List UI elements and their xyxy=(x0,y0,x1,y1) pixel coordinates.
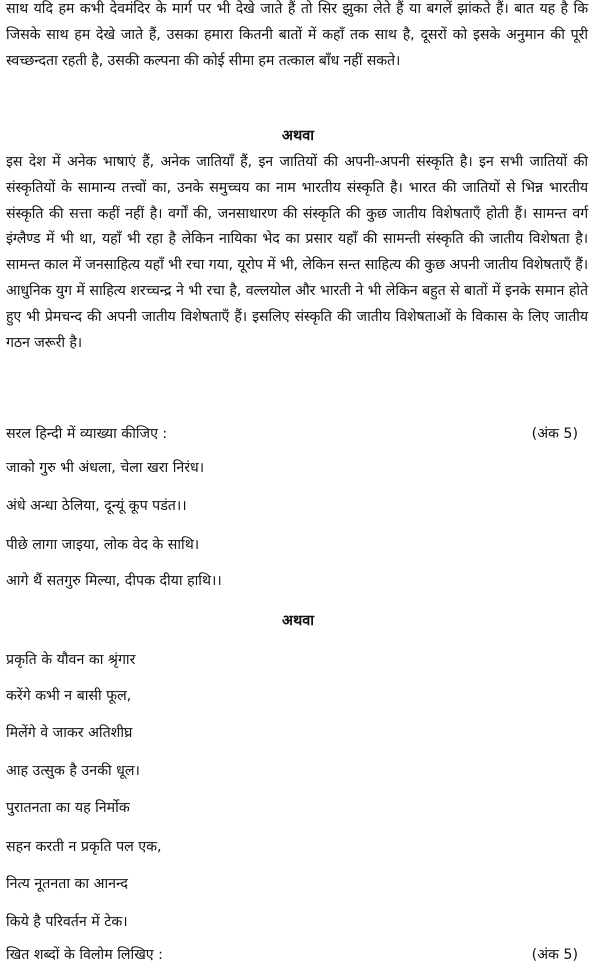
passage-paragraph-2: इस देश में अनेक भाषाएं हैं, अनेक जातियाँ हैं, इन जातियों की अपनी-अपनी संस्कृति है। इन सभी जातियों की संस्कृतियों के सामान्य तत्त्वों का, उनके समुच्चय का नाम भारतीय संस्कृति है। भारत की जातियों से भिन्न भारतीय संस्कृति की सत्ता कहीं नहीं है। वर्गों की, जनसाधारण की संस्कृति की कुछ जातीय विशेषताएँ होती हैं। सामन्त वर्ग इंग्लैण्ड में भी था, यहाँ भी रहा है लेकिन नायिका भेद का प्रसार यहाँ की सामन्ती संस्कृति की जातीय विशेषता है। सामन्त काल में जनसाहित्य यहाँ भी रचा गया, यूरोप में भी, लेकिन सन्त साहित्य की कुछ अपनी जातीय विशेषताएँ हैं। आधुनिक युग में साहित्य शरच्चन्द्र ने भी रचा है, वल्लयोल और भारती ने भी लेकिन बहुत से बातों में इनके समान होते हुए भी प्रेमचन्द की अपनी जातीय विशेषताएँ हैं। इसलिए संस्कृति की जातीय विशेषताओं के विकास के लिए जातीय गठन जरूरी है। xyxy=(6,154,588,351)
verse-line-2: अंधे अन्धा ठेलिया, दून्यूं कूप पडंत।। xyxy=(6,498,187,514)
poem-line-8: किये है परिवर्तन में टेक। xyxy=(6,914,128,930)
question-antonym-prompt: खित शब्दों के विलोम लिखिए : xyxy=(6,947,163,963)
question-explain-prompt: सरल हिन्दी में व्याख्या कीजिए : xyxy=(6,426,168,442)
poem-line-5: पुरातनता का यह निर्मोक xyxy=(6,800,130,816)
poem-line-7: नित्य नूतनता का आनन्द xyxy=(6,876,128,892)
poem-line-6: सहन करती न प्रकृति पल एक, xyxy=(6,839,162,855)
verse-line-3: पीछे लागा जाइया, लोक वेद के साथि। xyxy=(6,537,200,553)
poem-line-4: आह उत्सुक है उनकी धूल। xyxy=(6,763,140,779)
verse-line-1: जाको गुरु भी अंधला, चेला खरा निरंध। xyxy=(6,460,205,476)
question-1-marks: (अंक 5) xyxy=(531,426,578,442)
passage-paragraph-1: साथ यदि हम कभी देवमंदिर के मार्ग पर भी देखे जाते हैं तो सिर झुका लेते हैं या बगलें झांकते हैं। बात यह है कि जिसके साथ हम देखे जाते हैं, उसका हमारा कितनी बातों में कहाँ तक साथ है, दूसरों को इसके अनुमान की पूरी स्वच्छन्दता रहती है, उसकी कल्पना की कोई सीमा हम तत्काल बाँध नहीं सकते। xyxy=(6,1,588,69)
verse-line-4: आगे थैं सतगुरु मिल्या, दीपक दीया हाथि।। xyxy=(6,573,222,589)
poem-line-2: करेंगे कभी न बासी फूल, xyxy=(6,688,132,704)
section-heading-athva-1: अथवा xyxy=(281,128,315,144)
poem-line-3: मिलेंगे वे जाकर अतिशीघ्र xyxy=(6,725,133,741)
poem-line-1: प्रकृति के यौवन का श्रृंगार xyxy=(6,652,136,668)
section-heading-athva-2: अथवा xyxy=(281,613,315,629)
question-2-marks: (अंक 5) xyxy=(531,947,578,963)
